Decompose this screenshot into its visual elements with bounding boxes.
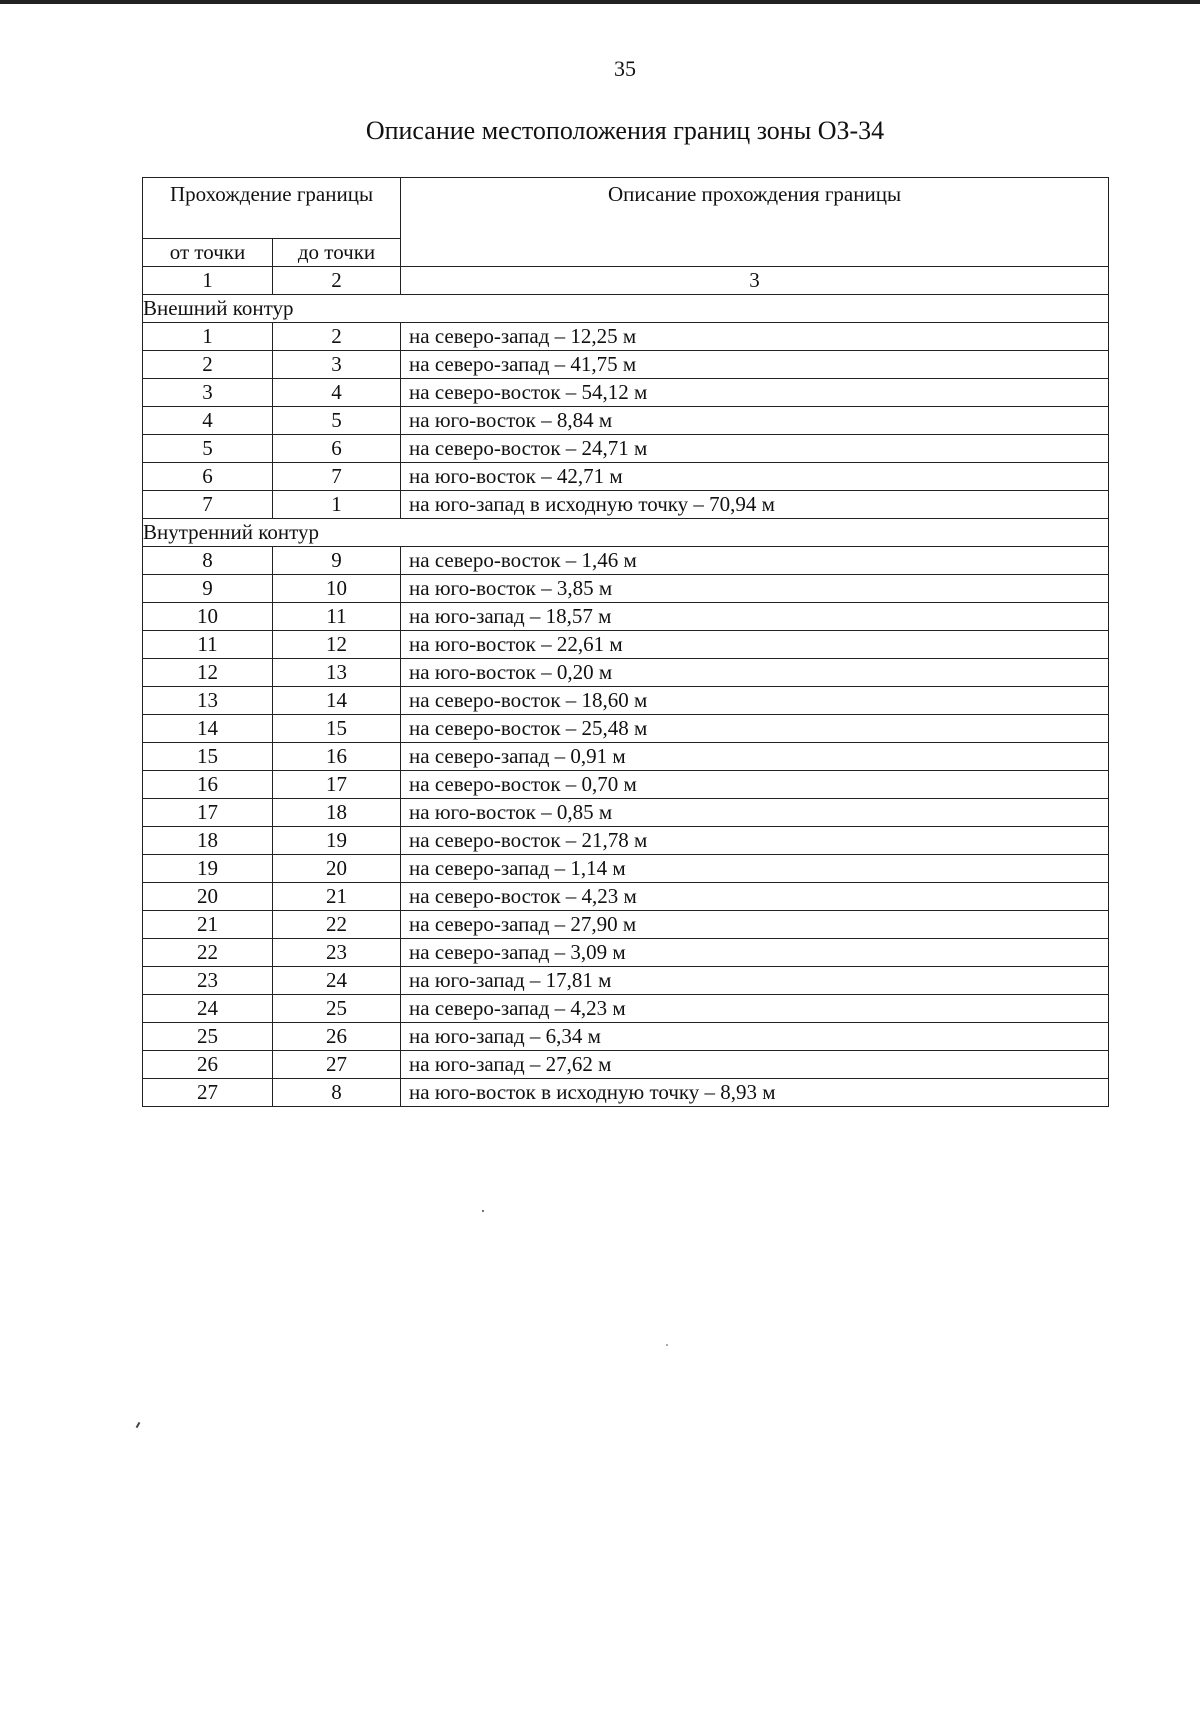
table-row xyxy=(143,351,1109,379)
table-row xyxy=(143,379,1109,407)
description-cell: на юго-восток – 0,20 м xyxy=(401,659,1109,687)
to-point-cell: 25 xyxy=(273,995,401,1023)
to-point-cell: 20 xyxy=(273,855,401,883)
description-cell: на северо-запад – 0,91 м xyxy=(401,743,1109,771)
from-point-cell: 8 xyxy=(143,547,273,575)
column-number: 2 xyxy=(273,267,401,295)
table-row xyxy=(143,995,1109,1023)
table-row xyxy=(143,659,1109,687)
description-cell: на северо-восток – 0,70 м xyxy=(401,771,1109,799)
to-point-cell: 3 xyxy=(273,351,401,379)
table-row xyxy=(143,967,1109,995)
description-cell: на юго-восток – 22,61 м xyxy=(401,631,1109,659)
to-point-cell: 5 xyxy=(273,407,401,435)
from-point-cell: 2 xyxy=(143,351,273,379)
from-point-cell: 27 xyxy=(143,1079,273,1107)
from-point-cell: 24 xyxy=(143,995,273,1023)
table-row xyxy=(143,827,1109,855)
to-point-cell: 13 xyxy=(273,659,401,687)
table-row xyxy=(143,603,1109,631)
header-to: до точки xyxy=(273,239,401,267)
table-row xyxy=(143,911,1109,939)
description-cell: на северо-запад – 41,75 м xyxy=(401,351,1109,379)
header-row-main xyxy=(143,178,1109,239)
table-row xyxy=(143,631,1109,659)
description-cell: на северо-запад – 3,09 м xyxy=(401,939,1109,967)
table-row xyxy=(143,687,1109,715)
description-cell: на юго-запад – 17,81 м xyxy=(401,967,1109,995)
from-point-cell: 5 xyxy=(143,435,273,463)
from-point-cell: 15 xyxy=(143,743,273,771)
to-point-cell: 4 xyxy=(273,379,401,407)
table-row xyxy=(143,883,1109,911)
from-point-cell: 14 xyxy=(143,715,273,743)
section-label: Внутренний контур xyxy=(143,519,1109,547)
table-row xyxy=(143,715,1109,743)
to-point-cell: 21 xyxy=(273,883,401,911)
description-cell: на юго-восток – 0,85 м xyxy=(401,799,1109,827)
table-row xyxy=(143,855,1109,883)
to-point-cell: 17 xyxy=(273,771,401,799)
description-cell: на северо-восток – 25,48 м xyxy=(401,715,1109,743)
description-cell: на северо-восток – 1,46 м xyxy=(401,547,1109,575)
to-point-cell: 7 xyxy=(273,463,401,491)
from-point-cell: 4 xyxy=(143,407,273,435)
table-row xyxy=(143,771,1109,799)
description-cell: на северо-запад – 27,90 м xyxy=(401,911,1109,939)
description-cell: на северо-запад – 4,23 м xyxy=(401,995,1109,1023)
header-description: Описание прохождения границы xyxy=(401,178,1109,267)
table-row xyxy=(143,743,1109,771)
page-number: 35 xyxy=(614,56,636,81)
description-cell: на северо-восток – 54,12 м xyxy=(401,379,1109,407)
description-cell: на юго-восток – 3,85 м xyxy=(401,575,1109,603)
table-row xyxy=(143,1051,1109,1079)
to-point-cell: 1 xyxy=(273,491,401,519)
to-point-cell: 11 xyxy=(273,603,401,631)
scan-speck xyxy=(482,1210,484,1212)
from-point-cell: 7 xyxy=(143,491,273,519)
to-point-cell: 24 xyxy=(273,967,401,995)
to-point-cell: 2 xyxy=(273,323,401,351)
from-point-cell: 17 xyxy=(143,799,273,827)
from-point-cell: 18 xyxy=(143,827,273,855)
to-point-cell: 9 xyxy=(273,547,401,575)
table-row xyxy=(143,1023,1109,1051)
to-point-cell: 18 xyxy=(273,799,401,827)
table-row xyxy=(143,1079,1109,1107)
scan-speck xyxy=(666,1344,668,1346)
to-point-cell: 22 xyxy=(273,911,401,939)
description-cell: на северо-восток – 4,23 м xyxy=(401,883,1109,911)
to-point-cell: 19 xyxy=(273,827,401,855)
to-point-cell: 12 xyxy=(273,631,401,659)
to-point-cell: 8 xyxy=(273,1079,401,1107)
from-point-cell: 19 xyxy=(143,855,273,883)
to-point-cell: 27 xyxy=(273,1051,401,1079)
description-cell: на северо-восток – 18,60 м xyxy=(401,687,1109,715)
description-cell: на юго-восток в исходную точку – 8,93 м xyxy=(401,1079,1109,1107)
description-cell: на юго-запад – 6,34 м xyxy=(401,1023,1109,1051)
table-row xyxy=(143,491,1109,519)
to-point-cell: 15 xyxy=(273,715,401,743)
from-point-cell: 26 xyxy=(143,1051,273,1079)
column-number: 3 xyxy=(401,267,1109,295)
description-cell: на северо-восток – 21,78 м xyxy=(401,827,1109,855)
from-point-cell: 3 xyxy=(143,379,273,407)
document-title: Описание местоположения границ зоны ОЗ-34 xyxy=(365,116,885,145)
from-point-cell: 10 xyxy=(143,603,273,631)
to-point-cell: 26 xyxy=(273,1023,401,1051)
header-from: от точки xyxy=(143,239,273,267)
description-cell: на юго-запад – 18,57 м xyxy=(401,603,1109,631)
table-row xyxy=(143,799,1109,827)
description-cell: на северо-запад – 1,14 м xyxy=(401,855,1109,883)
from-point-cell: 21 xyxy=(143,911,273,939)
from-point-cell: 20 xyxy=(143,883,273,911)
to-point-cell: 10 xyxy=(273,575,401,603)
table-row xyxy=(143,463,1109,491)
to-point-cell: 16 xyxy=(273,743,401,771)
from-point-cell: 23 xyxy=(143,967,273,995)
description-cell: на северо-восток – 24,71 м xyxy=(401,435,1109,463)
to-point-cell: 14 xyxy=(273,687,401,715)
table-row xyxy=(143,575,1109,603)
from-point-cell: 22 xyxy=(143,939,273,967)
description-cell: на юго-восток – 8,84 м xyxy=(401,407,1109,435)
to-point-cell: 6 xyxy=(273,435,401,463)
boundary-table-body xyxy=(143,178,1109,1107)
top-edge-rule xyxy=(0,0,1200,4)
column-number-row xyxy=(143,267,1109,295)
from-point-cell: 25 xyxy=(143,1023,273,1051)
from-point-cell: 16 xyxy=(143,771,273,799)
description-cell: на юго-восток – 42,71 м xyxy=(401,463,1109,491)
section-row xyxy=(143,295,1109,323)
from-point-cell: 13 xyxy=(143,687,273,715)
description-cell: на юго-запад – 27,62 м xyxy=(401,1051,1109,1079)
from-point-cell: 9 xyxy=(143,575,273,603)
table-row xyxy=(143,547,1109,575)
table-row xyxy=(143,323,1109,351)
section-row xyxy=(143,519,1109,547)
boundary-table xyxy=(142,177,1109,1107)
table-row xyxy=(143,939,1109,967)
section-label: Внешний контур xyxy=(143,295,1109,323)
column-number: 1 xyxy=(143,267,273,295)
header-passage: Прохождение границы xyxy=(143,178,401,239)
description-cell: на северо-запад – 12,25 м xyxy=(401,323,1109,351)
scan-speck xyxy=(136,1422,141,1428)
table-row xyxy=(143,435,1109,463)
to-point-cell: 23 xyxy=(273,939,401,967)
table-row xyxy=(143,407,1109,435)
from-point-cell: 6 xyxy=(143,463,273,491)
from-point-cell: 1 xyxy=(143,323,273,351)
from-point-cell: 12 xyxy=(143,659,273,687)
description-cell: на юго-запад в исходную точку – 70,94 м xyxy=(401,491,1109,519)
from-point-cell: 11 xyxy=(143,631,273,659)
